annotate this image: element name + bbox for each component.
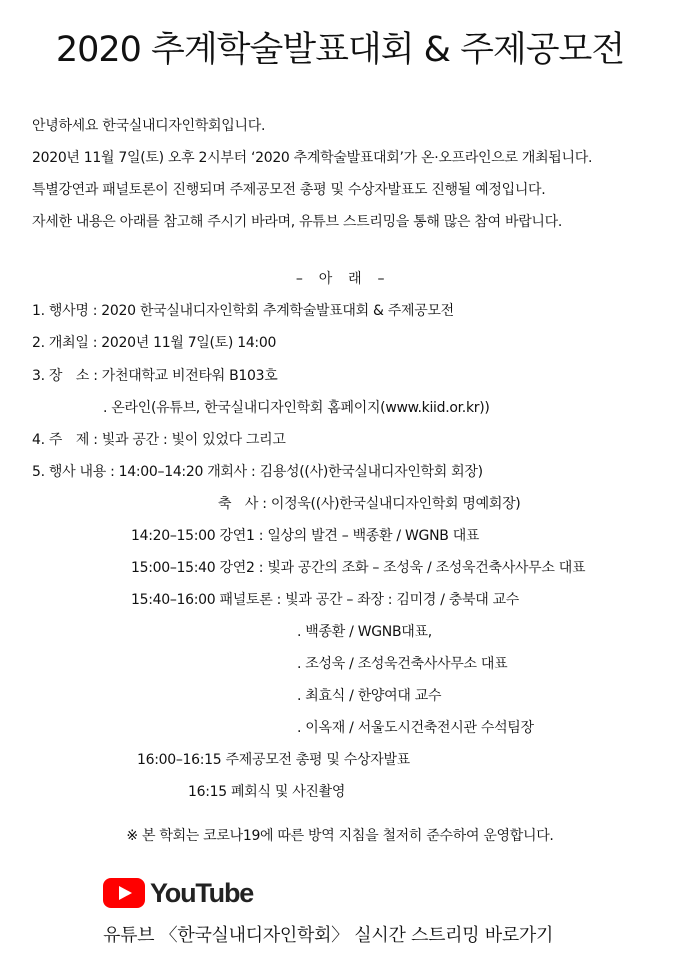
detail-venue-online: . 온라인(유튜브, 한국실내디자인학회 홈페이지(www.kiid.or.kr)) xyxy=(103,400,490,416)
detail-venue: 3. 장 소 : 가천대학교 비전타워 B103호 xyxy=(32,368,278,384)
intro-paragraph xyxy=(32,110,672,238)
schedule-lecture-1: 14:20–15:00 강연1 : 일상의 발견 – 백종환 / WGNB 대표 xyxy=(131,528,480,544)
youtube-logo[interactable] xyxy=(103,876,253,910)
panelist-item: . 백종환 / WGNB대표, xyxy=(297,624,432,640)
panelist-item: . 최효식 / 한양여대 교수 xyxy=(297,688,442,704)
section-heading-arae: – 아 래 – xyxy=(295,271,385,287)
panelist-item: . 이옥재 / 서울도시건축전시관 수석팀장 xyxy=(297,720,534,736)
covid-notice: ※ 본 학회는 코로나19에 따른 방역 지침을 철저히 준수하여 운영합니다. xyxy=(126,828,554,844)
youtube-streaming-link[interactable]: 유튜브 〈한국실내디자인학회〉 실시간 스트리밍 바로가기 xyxy=(103,925,554,946)
youtube-play-icon xyxy=(103,878,145,908)
intro-line: 특별강연과 패널토론이 진행되며 주제공모전 총평 및 수상자발표도 진행될 예정입니다. xyxy=(32,182,546,198)
schedule-congratulatory: 축 사 : 이정욱((사)한국실내디자인학회 명예회장) xyxy=(218,496,521,512)
intro-line: 2020년 11월 7일(토) 오후 2시부터 ‘2020 추계학술발표대회’가 온·오프라인으로 개최됩니다. xyxy=(32,150,593,166)
youtube-wordmark: YouTube xyxy=(150,877,254,908)
detail-event-date: 2. 개최일 : 2020년 11월 7일(토) 14:00 xyxy=(32,335,277,351)
page-title: 2020 추계학술발표대회 & 주제공모전 xyxy=(55,30,625,70)
schedule-closing: 16:15 폐회식 및 사진촬영 xyxy=(188,784,346,800)
detail-theme: 4. 주 제 : 빛과 공간 : 빛이 있었다 그리고 xyxy=(32,432,286,448)
detail-event-name: 1. 행사명 : 2020 한국실내디자인학회 추계학술발표대회 & 주제공모전 xyxy=(32,303,454,319)
schedule-lecture-2: 15:00–15:40 강연2 : 빛과 공간의 조화 – 조성욱 / 조성욱건축사사무소 대표 xyxy=(131,560,586,576)
schedule-panel: 15:40–16:00 패널토론 : 빛과 공간 – 좌장 : 김미경 / 충북대 교수 xyxy=(131,592,520,608)
intro-line: 자세한 내용은 아래를 참고해 주시기 바라며, 유튜브 스트리밍을 통해 많은 참여 바랍니다. xyxy=(32,214,563,230)
panelist-item: . 조성욱 / 조성욱건축사사무소 대표 xyxy=(297,656,508,672)
schedule-opening: 5. 행사 내용 : 14:00–14:20 개회사 : 김용성((사)한국실내디자인학회 회장) xyxy=(32,464,483,480)
schedule-awards: 16:00–16:15 주제공모전 총평 및 수상자발표 xyxy=(137,752,410,768)
intro-line: 안녕하세요 한국실내디자인학회입니다. xyxy=(32,118,266,134)
